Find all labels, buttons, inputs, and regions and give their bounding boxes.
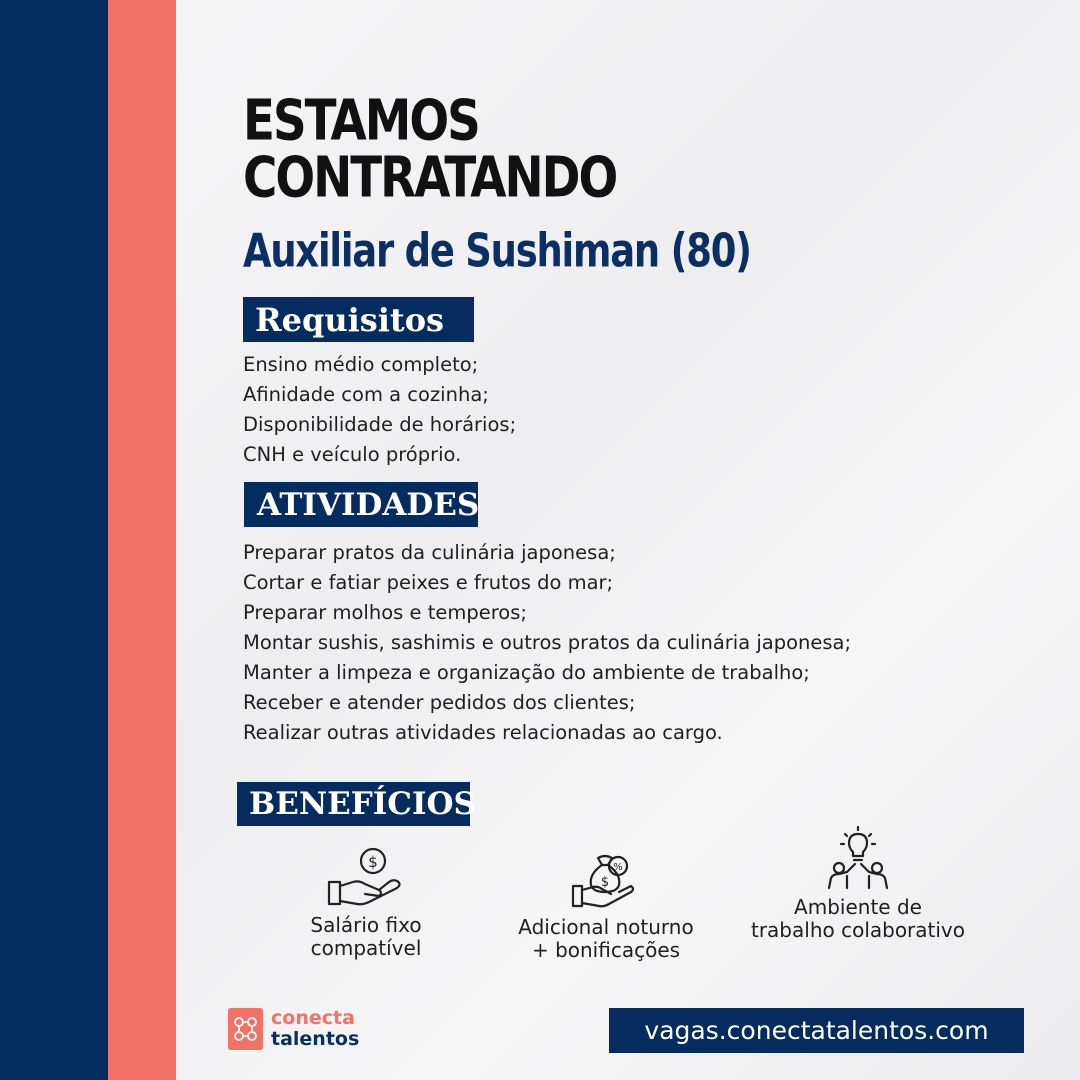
website-url[interactable]: vagas.conectatalentos.com — [609, 1008, 1024, 1053]
team-idea-icon — [825, 826, 891, 890]
requirement-item: Afinidade com a cozinha; — [243, 383, 489, 406]
activity-item: Realizar outras atividades relacionadas ao cargo. — [243, 721, 723, 744]
logo-text-line-2: talentos — [271, 1028, 360, 1050]
activity-item: Manter a limpeza e organização do ambiente de trabalho; — [243, 661, 810, 684]
activity-item: Preparar molhos e temperos; — [243, 601, 527, 624]
requirement-item: CNH e veículo próprio. — [243, 443, 462, 466]
activity-item: Cortar e fatiar peixes e frutos do mar; — [243, 571, 614, 594]
benefit-salary — [286, 846, 446, 960]
logo-text-line-1: conecta — [271, 1007, 355, 1029]
activities-label: ATIVIDADES — [244, 482, 478, 527]
svg-text:%: % — [613, 862, 623, 873]
headline — [243, 88, 617, 211]
benefit-collaborative — [735, 826, 981, 942]
activity-item: Preparar pratos da culinária japonesa; — [243, 541, 616, 564]
job-title: Auxiliar de Sushiman (80) — [243, 224, 751, 278]
hand-coin-icon — [327, 846, 405, 908]
benefit-night-line-1: Adicional noturno — [518, 915, 694, 939]
headline-line-1: ESTAMOS — [243, 88, 479, 154]
benefit-night-bonus — [503, 852, 709, 962]
requirement-item: Ensino médio completo; — [243, 353, 479, 376]
benefit-collab-line-2: trabalho colaborativo — [750, 918, 966, 942]
headline-line-2: CONTRATANDO — [243, 145, 617, 211]
svg-text:$: $ — [368, 853, 378, 871]
activity-item: Receber e atender pedidos dos clientes; — [243, 691, 636, 714]
activities-list — [243, 538, 851, 748]
benefit-collab-line-1: Ambiente de — [794, 895, 922, 919]
navy-stripe — [0, 0, 108, 1080]
svg-text:$: $ — [600, 875, 610, 890]
company-logo — [228, 1008, 359, 1050]
benefit-night-line-2: + bonificações — [531, 938, 681, 962]
requirements-label: Requisitos — [243, 297, 474, 342]
activity-item: Montar sushis, sashimis e outros pratos da culinária japonesa; — [243, 631, 852, 654]
logo-wordmark — [271, 1008, 359, 1050]
logo-mark-icon — [228, 1008, 263, 1050]
requirements-list — [243, 350, 516, 470]
hand-money-bag-icon — [571, 852, 641, 910]
benefit-salary-line-2: compatível — [310, 936, 422, 960]
coral-stripe — [108, 0, 176, 1080]
requirement-item: Disponibilidade de horários; — [243, 413, 517, 436]
benefit-salary-line-1: Salário fixo — [310, 913, 422, 937]
benefits-label: BENEFÍCIOS — [237, 782, 470, 826]
